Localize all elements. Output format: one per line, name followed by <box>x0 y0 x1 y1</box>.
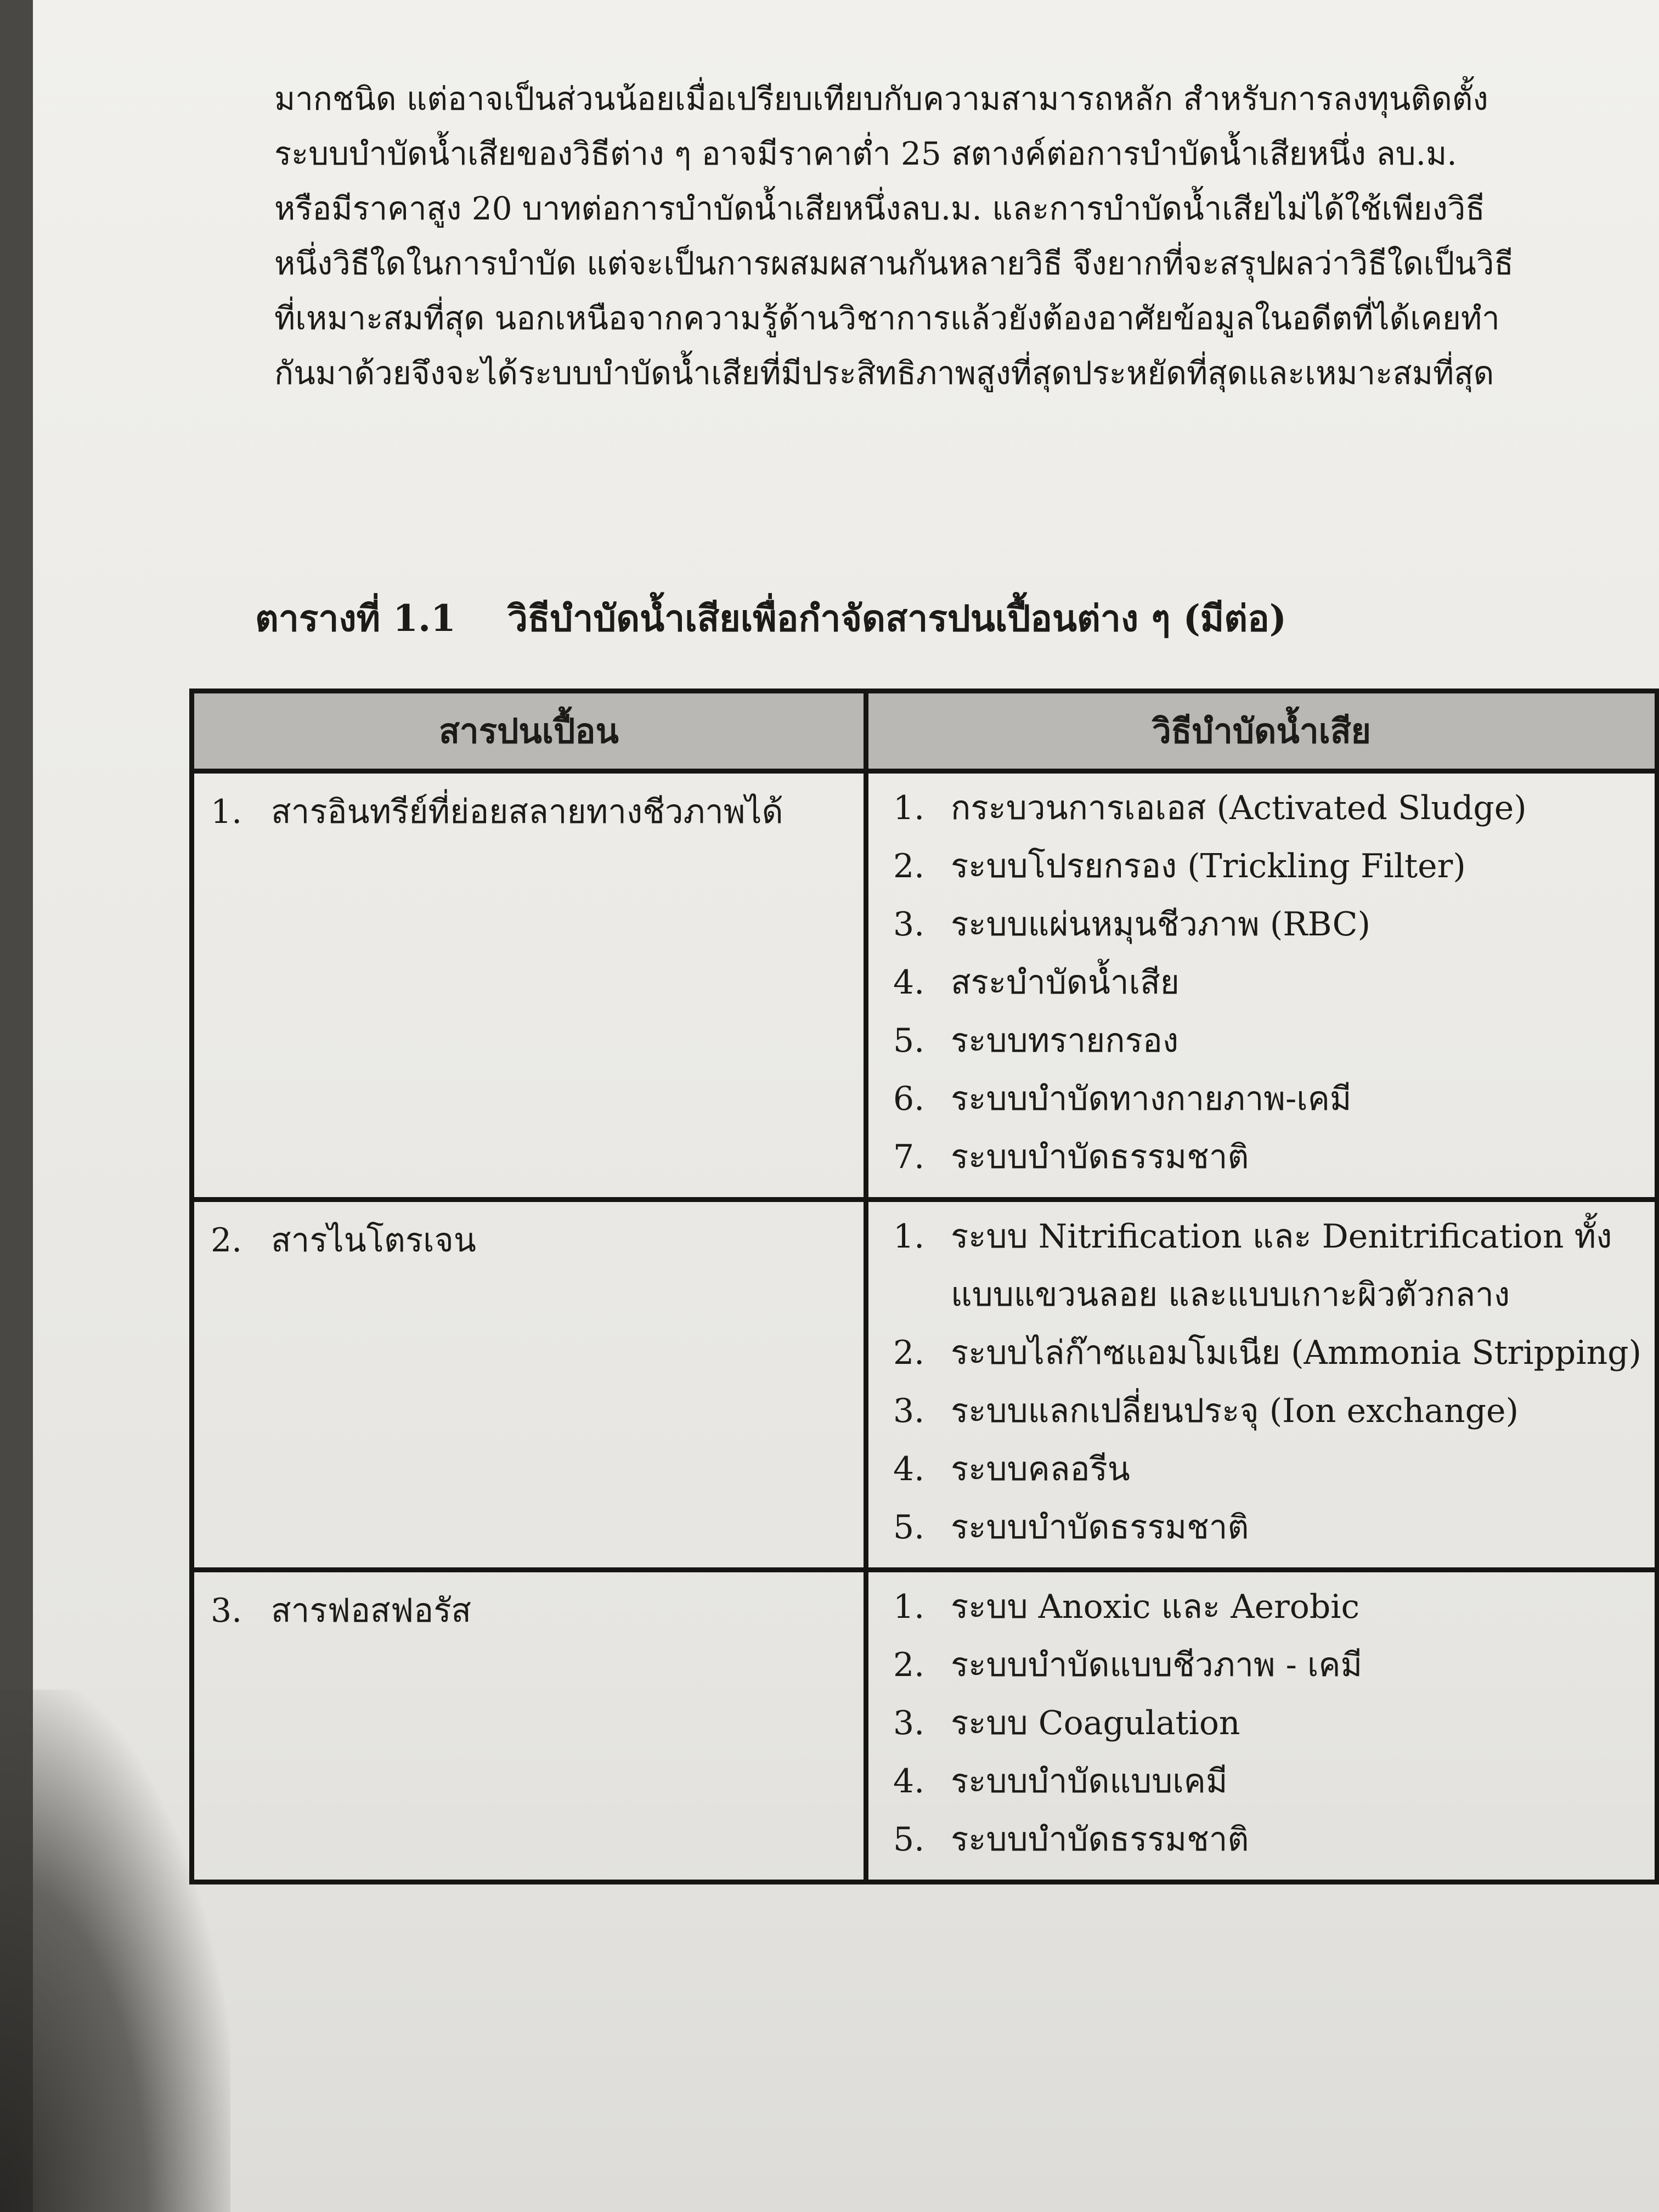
list-item <box>893 1578 1644 1636</box>
method-text: กระบวนการเอเอส (Activated Sludge) <box>951 789 1527 827</box>
list-item <box>893 1636 1644 1694</box>
page <box>33 0 1659 2212</box>
method-cell <box>866 771 1657 1200</box>
method-cell <box>866 1570 1657 1882</box>
method-text: ระบบบำบัดแบบเคมี <box>951 1762 1228 1801</box>
method-index: 4. <box>893 1762 925 1801</box>
list-item <box>893 1498 1644 1556</box>
list-item <box>893 1207 1644 1324</box>
method-index: 3. <box>893 905 925 944</box>
method-index: 2. <box>893 1646 925 1684</box>
method-text: สระบำบัดน้ำเสีย <box>951 963 1180 1002</box>
method-text: ระบบทรายกรอง <box>951 1022 1179 1060</box>
method-text: ระบบแลกเปลี่ยนประจุ (Ion exchange) <box>951 1392 1519 1430</box>
method-text: ระบบแผ่นหมุนชีวภาพ (RBC) <box>951 905 1370 944</box>
method-text: ระบบบำบัดแบบชีวภาพ - เคมี <box>951 1646 1363 1684</box>
method-list <box>893 1207 1644 1556</box>
table-title: วิธีบำบัดน้ำเสียเพื่อกำจัดสารปนเปื้อนต่าง ๆ (มีต่อ) <box>507 597 1287 640</box>
table-header-row <box>192 691 1657 771</box>
list-item <box>893 1128 1644 1186</box>
method-text: ระบบบำบัดธรรมชาติ <box>951 1820 1249 1859</box>
paragraph-line: หนึ่งวิธีใดในการบำบัด แต่จะเป็นการผสมผสานกันหลายวิธี จึงยากที่จะสรุปผลว่าวิธีใดเป็นวิธี <box>274 245 1514 282</box>
header-method: วิธีบำบัดน้ำเสีย <box>866 691 1657 771</box>
pollutant-name: สารฟอสฟอรัส <box>271 1592 472 1630</box>
method-list <box>893 779 1644 1186</box>
method-text: ระบบคลอรีน <box>951 1450 1130 1488</box>
list-item <box>893 1382 1644 1440</box>
method-cell <box>866 1200 1657 1570</box>
list-item <box>893 895 1644 953</box>
method-index: 3. <box>893 1392 925 1430</box>
method-index: 5. <box>893 1022 925 1060</box>
method-index: 3. <box>893 1704 925 1742</box>
method-index: 7. <box>893 1138 925 1176</box>
pollutant-cell <box>192 1200 866 1570</box>
method-text: ระบบ Coagulation <box>951 1704 1240 1742</box>
row-index: 3. <box>211 1592 242 1630</box>
list-item <box>893 837 1644 895</box>
method-index: 1. <box>893 789 925 827</box>
method-text: ระบบ Anoxic และ Aerobic <box>951 1588 1360 1626</box>
method-text: ระบบ Nitrification และ Denitrification ทั้งแบบแขวนลอย และแบบเกาะผิวตัวกลาง <box>951 1217 1612 1314</box>
pollutant-name: สารไนโตรเจน <box>271 1221 476 1260</box>
list-item <box>893 1070 1644 1128</box>
pollutant-name: สารอินทรีย์ที่ย่อยสลายทางชีวภาพได้ <box>271 793 783 831</box>
paragraph-line: มากชนิด แต่อาจเป็นส่วนน้อยเมื่อเปรียบเทียบกับความสามารถหลัก สำหรับการลงทุนติดตั้ง <box>274 80 1488 117</box>
list-item <box>893 779 1644 837</box>
table-caption <box>255 590 1286 647</box>
method-index: 1. <box>893 1588 925 1626</box>
paragraph-line: ระบบบำบัดน้ำเสียของวิธีต่าง ๆ อาจมีราคาต่ำ 25 สตางค์ต่อการบำบัดน้ำเสียหนึ่ง ลบ.ม. <box>274 135 1457 172</box>
list-item <box>893 953 1644 1012</box>
method-text: ระบบโปรยกรอง (Trickling Filter) <box>951 847 1466 885</box>
method-text: ระบบบำบัดธรรมชาติ <box>951 1138 1249 1176</box>
header-pollutant: สารปนเปื้อน <box>192 691 866 771</box>
method-text: ระบบไล่ก๊าซแอมโมเนีย (Ammonia Stripping) <box>951 1334 1641 1372</box>
method-index: 1. <box>893 1217 925 1256</box>
treatment-table <box>189 689 1659 1884</box>
method-index: 4. <box>893 1450 925 1488</box>
method-list <box>893 1578 1644 1869</box>
method-index: 5. <box>893 1508 925 1547</box>
method-index: 6. <box>893 1080 925 1118</box>
pollutant-cell <box>192 771 866 1200</box>
method-text: ระบบบำบัดธรรมชาติ <box>951 1508 1249 1547</box>
list-item <box>893 1694 1644 1752</box>
list-item <box>893 1324 1644 1382</box>
list-item <box>893 1752 1644 1810</box>
table-row <box>192 1570 1657 1882</box>
paragraph-line: กันมาด้วยจึงจะได้ระบบบำบัดน้ำเสียที่มีประสิทธิภาพสูงที่สุดประหยัดที่สุดและเหมาะสมที่สุด <box>274 354 1494 392</box>
method-text: ระบบบำบัดทางกายภาพ-เคมี <box>951 1080 1352 1118</box>
row-index: 2. <box>211 1221 242 1260</box>
paragraph-line: หรือมีราคาสูง 20 บาทต่อการบำบัดน้ำเสียหนึ่งลบ.ม. และการบำบัดน้ำเสียไม่ได้ใช้เพียงวิธี <box>274 190 1485 227</box>
pollutant-cell <box>192 1570 866 1882</box>
method-index: 2. <box>893 847 925 885</box>
paragraph-line: ที่เหมาะสมที่สุด นอกเหนือจากความรู้ด้านวิชาการแล้วยังต้องอาศัยข้อมูลในอดีตที่ได้เคยทำ <box>274 300 1500 337</box>
row-index: 1. <box>211 793 242 831</box>
list-item <box>893 1012 1644 1070</box>
method-index: 2. <box>893 1334 925 1372</box>
table-row <box>192 1200 1657 1570</box>
table-row <box>192 771 1657 1200</box>
body-paragraph <box>274 71 1580 400</box>
method-index: 4. <box>893 963 925 1002</box>
list-item <box>893 1440 1644 1498</box>
method-index: 5. <box>893 1820 925 1859</box>
list-item <box>893 1810 1644 1869</box>
table-number: ตารางที่ 1.1 <box>255 597 456 640</box>
